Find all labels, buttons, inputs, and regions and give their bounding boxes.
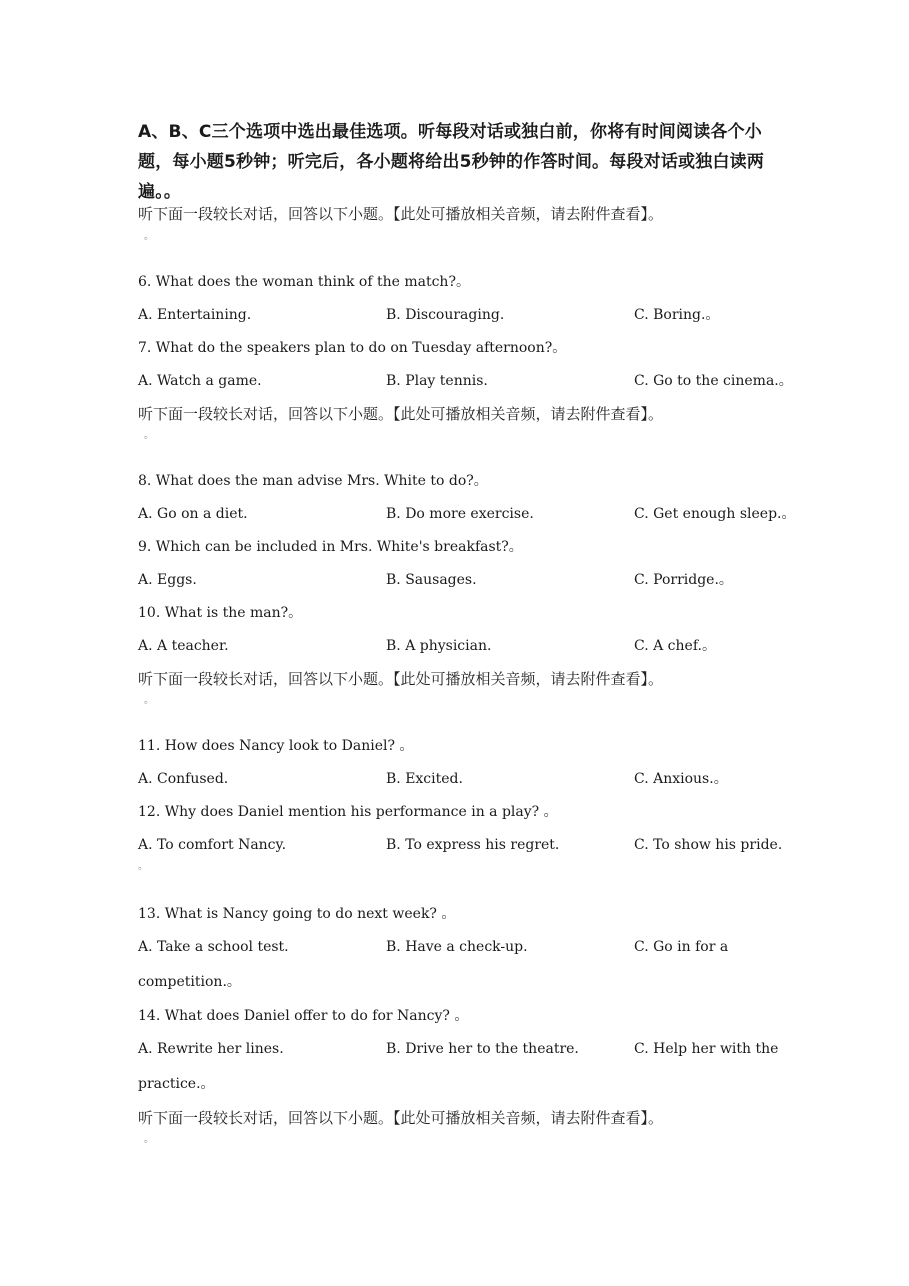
option-c: C. Porridge.。 <box>634 572 733 588</box>
option-b: B. Do more exercise. <box>386 506 534 522</box>
option-c-continued: practice.。 <box>138 1076 215 1092</box>
option-b: B. Excited. <box>386 771 463 787</box>
question-text: 6. What does the woman think of the match?。 <box>138 274 470 290</box>
option-a: A. Watch a game. <box>138 373 262 389</box>
option-a: A. Go on a diet. <box>138 506 248 522</box>
listen-prompt: 听下面一段较长对话，回答以下小题。【此处可播放相关音频，请去附件查看】。 <box>138 670 664 688</box>
paragraph-mark: 。 <box>144 231 154 242</box>
option-c: C. A chef.。 <box>634 638 716 654</box>
question-text: 9. Which can be included in Mrs. White's breakfast?。 <box>138 539 523 555</box>
question-text: 13. What is Nancy going to do next week? 。 <box>138 906 456 922</box>
option-a: A. Rewrite her lines. <box>138 1041 284 1057</box>
question-text: 10. What is the man?。 <box>138 605 303 621</box>
paragraph-mark: 。 <box>144 695 154 706</box>
option-c: C. Anxious.。 <box>634 771 728 787</box>
paragraph-mark: 。 <box>138 861 148 872</box>
option-c: C. Boring.。 <box>634 307 720 323</box>
question-text: 14. What does Daniel offer to do for Nancy? 。 <box>138 1008 469 1024</box>
option-b: B. To express his regret. <box>386 837 560 853</box>
option-a: A. To comfort Nancy. <box>138 837 287 853</box>
option-c: C. To show his pride. <box>634 837 783 853</box>
listen-prompt: 听下面一段较长对话，回答以下小题。【此处可播放相关音频，请去附件查看】。 <box>138 205 664 223</box>
paragraph-mark: 。 <box>144 430 154 441</box>
option-b: B. Discouraging. <box>386 307 505 323</box>
option-a: A. Confused. <box>138 771 229 787</box>
option-a: A. Eggs. <box>138 572 197 588</box>
question-text: 11. How does Nancy look to Daniel? 。 <box>138 738 414 754</box>
option-a: A. Take a school test. <box>138 939 289 955</box>
option-a: A. A teacher. <box>138 638 229 654</box>
option-c: C. Get enough sleep.。 <box>634 506 796 522</box>
option-b: B. Play tennis. <box>386 373 488 389</box>
option-b: B. Drive her to the theatre. <box>386 1041 579 1057</box>
question-text: 8. What does the man advise Mrs. White to do?。 <box>138 473 488 489</box>
option-c: C. Go in for a <box>634 939 729 955</box>
option-b: B. Have a check-up. <box>386 939 528 955</box>
question-text: 7. What do the speakers plan to do on Tuesday afternoon?。 <box>138 340 567 356</box>
question-text: 12. Why does Daniel mention his performance in a play? 。 <box>138 804 558 820</box>
option-a: A. Entertaining. <box>138 307 252 323</box>
option-c-continued: competition.。 <box>138 974 241 990</box>
option-b: B. Sausages. <box>386 572 477 588</box>
section-instructions: A、B、C三个选项中选出最佳选项。听每段对话或独白前，你将有时间阅读各个小题，每小题5秒钟；听完后，各小题将给出5秒钟的作答时间。每段对话或独白读两遍。。 <box>138 122 765 202</box>
listen-prompt: 听下面一段较长对话，回答以下小题。【此处可播放相关音频，请去附件查看】。 <box>138 405 664 423</box>
option-b: B. A physician. <box>386 638 492 654</box>
option-c: C. Help her with the <box>634 1041 779 1057</box>
paragraph-mark: 。 <box>144 1134 154 1145</box>
listen-prompt: 听下面一段较长对话，回答以下小题。【此处可播放相关音频，请去附件查看】。 <box>138 1109 664 1127</box>
option-c: C. Go to the cinema.。 <box>634 373 793 389</box>
